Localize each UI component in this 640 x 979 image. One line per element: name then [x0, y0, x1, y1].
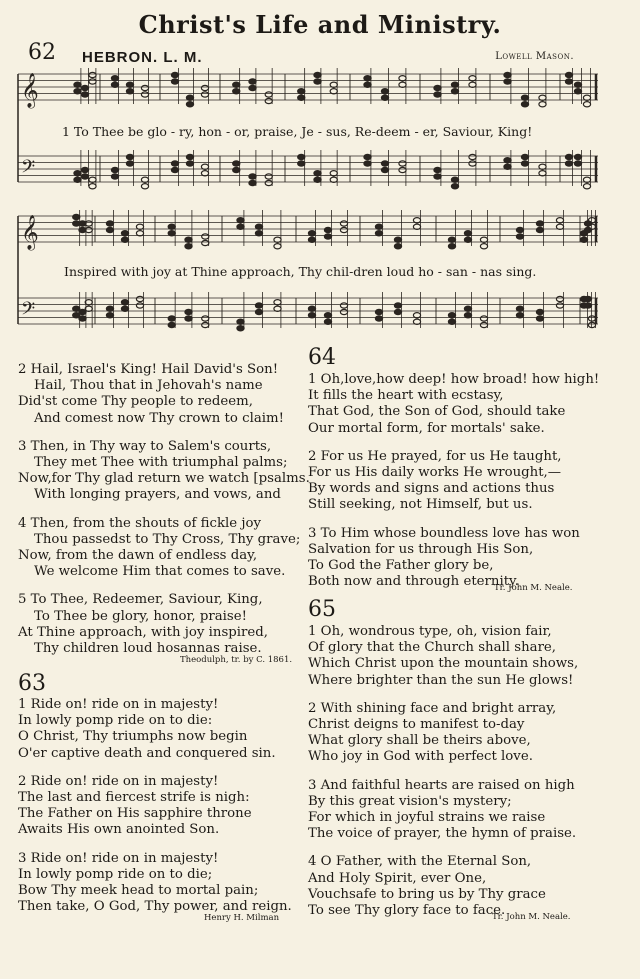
note-head — [106, 306, 113, 311]
note-head — [121, 300, 128, 305]
verse — [18, 592, 310, 657]
note-head — [308, 313, 315, 318]
note-head — [556, 224, 563, 229]
note-head — [394, 244, 401, 249]
note-head — [536, 316, 543, 321]
note-head — [274, 244, 281, 249]
note-head — [314, 79, 321, 84]
hymn-65-verses — [308, 624, 578, 919]
verse-line: The voice of prayer, the hymn of praise. — [308, 826, 577, 842]
verse-line: Who joy in God with perfect love. — [308, 749, 533, 765]
hymn-62-credit: Theodulph, tr. by C. 1861. — [180, 655, 293, 665]
note-head — [565, 161, 572, 166]
note-head — [265, 174, 272, 179]
note-head — [298, 154, 305, 159]
note-head — [111, 82, 118, 87]
verse-line: 2 For us He prayed, for us He taught, — [308, 448, 562, 464]
note-head — [308, 237, 315, 242]
note-head — [237, 224, 244, 229]
verse-line: 3 To Him whose boundless love has won — [308, 525, 580, 541]
note-head — [330, 177, 337, 182]
hymn-62-verses — [18, 362, 310, 657]
note-head — [451, 177, 458, 182]
note-head — [265, 92, 272, 97]
note-head — [186, 154, 193, 159]
note-head — [81, 92, 88, 97]
note-head — [521, 95, 528, 100]
note-head — [249, 79, 256, 84]
note-head — [448, 319, 455, 324]
note-head — [464, 237, 471, 242]
note-head — [330, 89, 337, 94]
note-head — [469, 76, 476, 81]
note-head — [308, 231, 315, 236]
note-head — [202, 322, 209, 327]
note-head — [121, 237, 128, 242]
hymn-63-credit: Henry H. Milman — [204, 913, 280, 923]
verse-line: In lowly pomp ride on to die: — [18, 713, 213, 729]
note-head — [79, 316, 86, 321]
verse — [308, 372, 599, 437]
note-head — [340, 309, 347, 314]
verse-line: O Christ, Thy triumphs now begin — [18, 729, 248, 745]
note-head — [394, 237, 401, 242]
note-head — [434, 85, 441, 90]
note-head — [381, 161, 388, 166]
note-head — [399, 76, 406, 81]
note-head — [168, 224, 175, 229]
note-head — [168, 322, 175, 327]
note-head — [185, 316, 192, 321]
note-head — [588, 224, 595, 229]
note-head — [89, 184, 96, 189]
note-head — [516, 227, 523, 232]
verse — [18, 697, 292, 762]
note-head — [584, 296, 591, 301]
note-head — [136, 303, 143, 308]
verse — [18, 362, 310, 427]
note-head — [233, 89, 240, 94]
note-head — [330, 82, 337, 87]
note-head — [364, 154, 371, 159]
verse — [308, 449, 599, 514]
note-head — [480, 244, 487, 249]
note-head — [249, 174, 256, 179]
verse-line: With longing prayers, and vows, and — [34, 487, 281, 503]
verse-line: 3 And faithful hearts are raised on high — [308, 777, 575, 793]
note-head — [588, 316, 595, 321]
verse-line: 1 Oh,love,how deep! how broad! how high! — [308, 372, 600, 387]
note-head — [480, 316, 487, 321]
note-head — [121, 231, 128, 236]
verse-line: What glory shall be theirs above, — [308, 733, 531, 749]
note-head — [74, 89, 81, 94]
note-head — [536, 221, 543, 226]
note-head — [106, 227, 113, 232]
note-head — [556, 296, 563, 301]
note-head — [324, 234, 331, 239]
note-head — [186, 95, 193, 100]
note-head — [255, 309, 262, 314]
bass-clef-icon: 𝄢 — [21, 299, 36, 324]
note-head — [584, 221, 591, 226]
note-head — [233, 161, 240, 166]
verse — [18, 516, 310, 581]
verse-line: By words and signs and actions thus — [308, 481, 555, 497]
verse-line: And comest now Thy crown to claim! — [34, 410, 284, 426]
verse — [308, 778, 578, 843]
note-head — [464, 313, 471, 318]
hymn-62-number: 62 — [28, 40, 56, 65]
note-head — [141, 177, 148, 182]
note-head — [126, 89, 133, 94]
note-head — [185, 309, 192, 314]
verse-line: Christ deigns to manifest to-day — [308, 717, 525, 733]
verse-line: 2 With shining face and bright array, — [308, 700, 557, 716]
note-head — [574, 161, 581, 166]
note-head — [233, 167, 240, 172]
note-head — [565, 72, 572, 77]
verse — [308, 701, 578, 766]
note-head — [580, 237, 587, 242]
verse — [18, 439, 310, 504]
verse-line: The last and fiercest strife is nigh: — [18, 790, 250, 806]
note-head — [583, 177, 590, 182]
tune-name: HEBRON. L. M. — [82, 49, 203, 66]
note-head — [556, 303, 563, 308]
note-head — [186, 161, 193, 166]
note-head — [556, 218, 563, 223]
verse-line: 2 Ride on! ride on in majesty! — [18, 773, 219, 789]
music-score — [0, 0, 640, 340]
note-head — [516, 234, 523, 239]
hymn-65-number: 65 — [308, 597, 336, 622]
note-head — [237, 218, 244, 223]
verse-line: Both now and through eternity. — [308, 574, 520, 590]
note-head — [237, 319, 244, 324]
hymn-64-verses — [308, 372, 599, 590]
note-head — [111, 76, 118, 81]
note-head — [521, 102, 528, 107]
note-head — [111, 174, 118, 179]
note-head — [126, 154, 133, 159]
note-head — [298, 89, 305, 94]
note-head — [394, 303, 401, 308]
note-head — [448, 244, 455, 249]
note-head — [274, 237, 281, 242]
verse-line: Where brighter than the sun He glows! — [308, 672, 574, 688]
note-head — [434, 174, 441, 179]
note-head — [126, 161, 133, 166]
note-head — [539, 164, 546, 169]
note-head — [399, 82, 406, 87]
note-head — [381, 167, 388, 172]
verse-line: It fills the heart with ecstasy, — [308, 388, 504, 404]
note-head — [574, 89, 581, 94]
verse-line: 5 To Thee, Redeemer, Saviour, King, — [18, 592, 263, 608]
verse-line: Did'st come Thy people to redeem, — [18, 394, 253, 410]
note-head — [201, 85, 208, 90]
note-head — [126, 82, 133, 87]
note-head — [81, 85, 88, 90]
note-head — [233, 82, 240, 87]
verse-line: That God, the Son of God, should take — [308, 404, 566, 420]
note-head — [168, 316, 175, 321]
note-head — [89, 177, 96, 182]
verse-line: Still seeking, not Himself, but us. — [308, 497, 533, 513]
note-head — [308, 306, 315, 311]
note-head — [413, 218, 420, 223]
note-head — [584, 303, 591, 308]
note-head — [201, 164, 208, 169]
note-head — [136, 296, 143, 301]
note-head — [375, 224, 382, 229]
note-head — [539, 102, 546, 107]
verse — [18, 774, 292, 839]
verse-line: 3 Then, in Thy way to Salem's courts, — [18, 438, 272, 454]
verse-line: Which Christ upon the mountain shows, — [308, 656, 579, 672]
note-head — [448, 237, 455, 242]
verse-line: At Thine approach, with joy inspired, — [18, 624, 268, 640]
note-head — [413, 313, 420, 318]
note-head — [136, 224, 143, 229]
note-head — [539, 171, 546, 176]
verse-line: O'er captive death and conquered sin. — [18, 745, 276, 761]
note-head — [413, 319, 420, 324]
verse — [308, 624, 578, 689]
note-head — [588, 322, 595, 327]
note-head — [504, 158, 511, 163]
verse-line: Of glory that the Church shall share, — [308, 640, 557, 656]
note-head — [340, 303, 347, 308]
verse-line: They met Thee with triumphal palms; — [34, 455, 288, 471]
note-head — [536, 227, 543, 232]
note-head — [469, 82, 476, 87]
verse — [308, 854, 578, 919]
note-head — [574, 82, 581, 87]
verse-line: 4 O Father, with the Eternal Son, — [308, 854, 532, 870]
note-head — [584, 227, 591, 232]
note-head — [364, 161, 371, 166]
note-head — [106, 313, 113, 318]
note-head — [74, 177, 81, 182]
verse-line: For which in joyful strains we raise — [308, 810, 546, 826]
note-head — [89, 79, 96, 84]
verse-line: Thou passedst to Thy Cross, Thy grave; — [34, 531, 301, 547]
note-head — [121, 306, 128, 311]
note-head — [274, 306, 281, 311]
note-head — [583, 95, 590, 100]
note-head — [324, 313, 331, 318]
note-head — [399, 167, 406, 172]
note-head — [364, 82, 371, 87]
note-head — [168, 231, 175, 236]
hymn-64-number: 64 — [308, 345, 336, 370]
note-head — [451, 184, 458, 189]
note-head — [340, 227, 347, 232]
verse-line: 4 Then, from the shouts of fickle joy — [18, 515, 261, 531]
note-head — [141, 85, 148, 90]
note-head — [399, 161, 406, 166]
note-head — [469, 161, 476, 166]
note-head — [583, 102, 590, 107]
verse-line: To Thee be glory, honor, praise! — [34, 608, 247, 624]
note-head — [171, 161, 178, 166]
note-head — [171, 167, 178, 172]
verse-line: 1 Ride on! ride on in majesty! — [18, 697, 219, 712]
verse-line: Then take, O God, Thy power, and reign. — [18, 899, 292, 915]
note-head — [583, 184, 590, 189]
verse-line: Vouchsafe to bring us by Thy grace — [308, 886, 546, 902]
note-head — [330, 171, 337, 176]
note-head — [171, 79, 178, 84]
note-head — [413, 224, 420, 229]
note-head — [588, 218, 595, 223]
verse-line: In lowly pomp ride on to die; — [18, 866, 213, 882]
note-head — [324, 227, 331, 232]
verse-line: For us His daily works He wrought,— — [308, 465, 562, 481]
note-head — [89, 72, 96, 77]
verse-line: Now, from the dawn of endless day, — [18, 548, 258, 564]
note-head — [381, 95, 388, 100]
note-head — [106, 221, 113, 226]
verse-line: 2 Hail, Israel's King! Hail David's Son! — [18, 362, 279, 377]
composer-credit: Lowell Mason. — [495, 51, 574, 62]
note-head — [298, 95, 305, 100]
note-head — [324, 319, 331, 324]
verse-line: The Father on His sapphire throne — [18, 806, 252, 822]
verse-line: 3 Ride on! ride on in majesty! — [18, 850, 219, 866]
note-head — [364, 76, 371, 81]
note-head — [521, 154, 528, 159]
note-head — [340, 221, 347, 226]
note-head — [74, 171, 81, 176]
verse-line: We welcome Him that comes to save. — [34, 564, 286, 580]
note-head — [504, 79, 511, 84]
note-head — [255, 224, 262, 229]
verse-line: To God the Father glory be, — [308, 558, 494, 574]
hymn-63-number: 63 — [18, 671, 46, 696]
note-head — [81, 167, 88, 172]
note-head — [141, 184, 148, 189]
note-head — [202, 316, 209, 321]
verse — [308, 526, 599, 591]
note-head — [394, 309, 401, 314]
note-head — [81, 174, 88, 179]
verse — [18, 851, 292, 916]
hymn-63-verses — [18, 697, 292, 915]
note-head — [274, 300, 281, 305]
note-head — [249, 180, 256, 185]
verse-line: To see Thy glory face to face. — [308, 903, 506, 919]
note-head — [141, 92, 148, 97]
note-head — [185, 237, 192, 242]
note-head — [565, 154, 572, 159]
note-head — [574, 154, 581, 159]
note-head — [536, 309, 543, 314]
note-head — [504, 164, 511, 169]
lyric-line-1: 1 To Thee be glo - ry, hon - or, praise, Je - sus, Re-deem - er, Saviour, King! — [62, 124, 533, 139]
note-head — [185, 244, 192, 249]
note-head — [464, 231, 471, 236]
note-head — [565, 79, 572, 84]
note-head — [111, 167, 118, 172]
hymn-65-credit: Tr. John M. Neale. — [492, 912, 571, 922]
verse-line: Bow Thy meek head to mortal pain; — [18, 883, 259, 899]
note-head — [381, 89, 388, 94]
verse-line: Awaits His own anointed Son. — [18, 822, 220, 838]
note-head — [480, 322, 487, 327]
note-head — [451, 89, 458, 94]
verse-line: 1 Oh, wondrous type, oh, vision fair, — [308, 624, 552, 639]
verse-line: Our mortal form, for mortals' sake. — [308, 420, 545, 436]
verse-line: And Holy Spirit, ever One, — [308, 870, 487, 886]
verse-line: By this great vision's mystery; — [308, 793, 512, 809]
note-head — [539, 95, 546, 100]
note-head — [202, 234, 209, 239]
note-head — [375, 231, 382, 236]
verse-line: Now,for Thy glad return we watch [psalms. — [18, 471, 310, 487]
note-head — [434, 92, 441, 97]
note-head — [171, 72, 178, 77]
treble-clef-icon: 𝄞 — [21, 73, 39, 108]
note-head — [265, 180, 272, 185]
note-head — [480, 237, 487, 242]
section-title: Christ's Life and Ministry. — [138, 10, 502, 39]
verse-line: Salvation for us through His Son, — [308, 541, 534, 557]
note-head — [464, 306, 471, 311]
note-head — [202, 240, 209, 245]
verse-line: Thy children loud hosannas raise. — [34, 641, 262, 657]
note-head — [451, 82, 458, 87]
note-head — [375, 309, 382, 314]
note-head — [516, 313, 523, 318]
note-head — [255, 231, 262, 236]
note-head — [249, 85, 256, 90]
note-head — [298, 161, 305, 166]
note-head — [201, 92, 208, 97]
note-head — [136, 231, 143, 236]
note-head — [434, 167, 441, 172]
note-head — [448, 313, 455, 318]
bass-clef-icon: 𝄢 — [21, 157, 36, 182]
hymn-64-credit: Tr. John M. Neale. — [494, 583, 573, 593]
note-head — [469, 154, 476, 159]
note-head — [73, 214, 80, 219]
note-head — [504, 72, 511, 77]
note-head — [516, 306, 523, 311]
note-head — [314, 177, 321, 182]
note-head — [375, 316, 382, 321]
note-head — [314, 171, 321, 176]
treble-clef-icon: 𝄞 — [21, 215, 39, 250]
lyric-line-2: Inspired with joy at Thine approach, Thy chil-dren loud ho - san - nas sing. — [64, 264, 537, 279]
note-head — [201, 171, 208, 176]
note-head — [521, 161, 528, 166]
note-head — [237, 326, 244, 331]
note-head — [186, 102, 193, 107]
note-head — [255, 303, 262, 308]
note-head — [265, 98, 272, 103]
note-head — [314, 72, 321, 77]
verse-line: Hail, Thou that in Jehovah's name — [34, 378, 263, 394]
note-head — [74, 82, 81, 87]
